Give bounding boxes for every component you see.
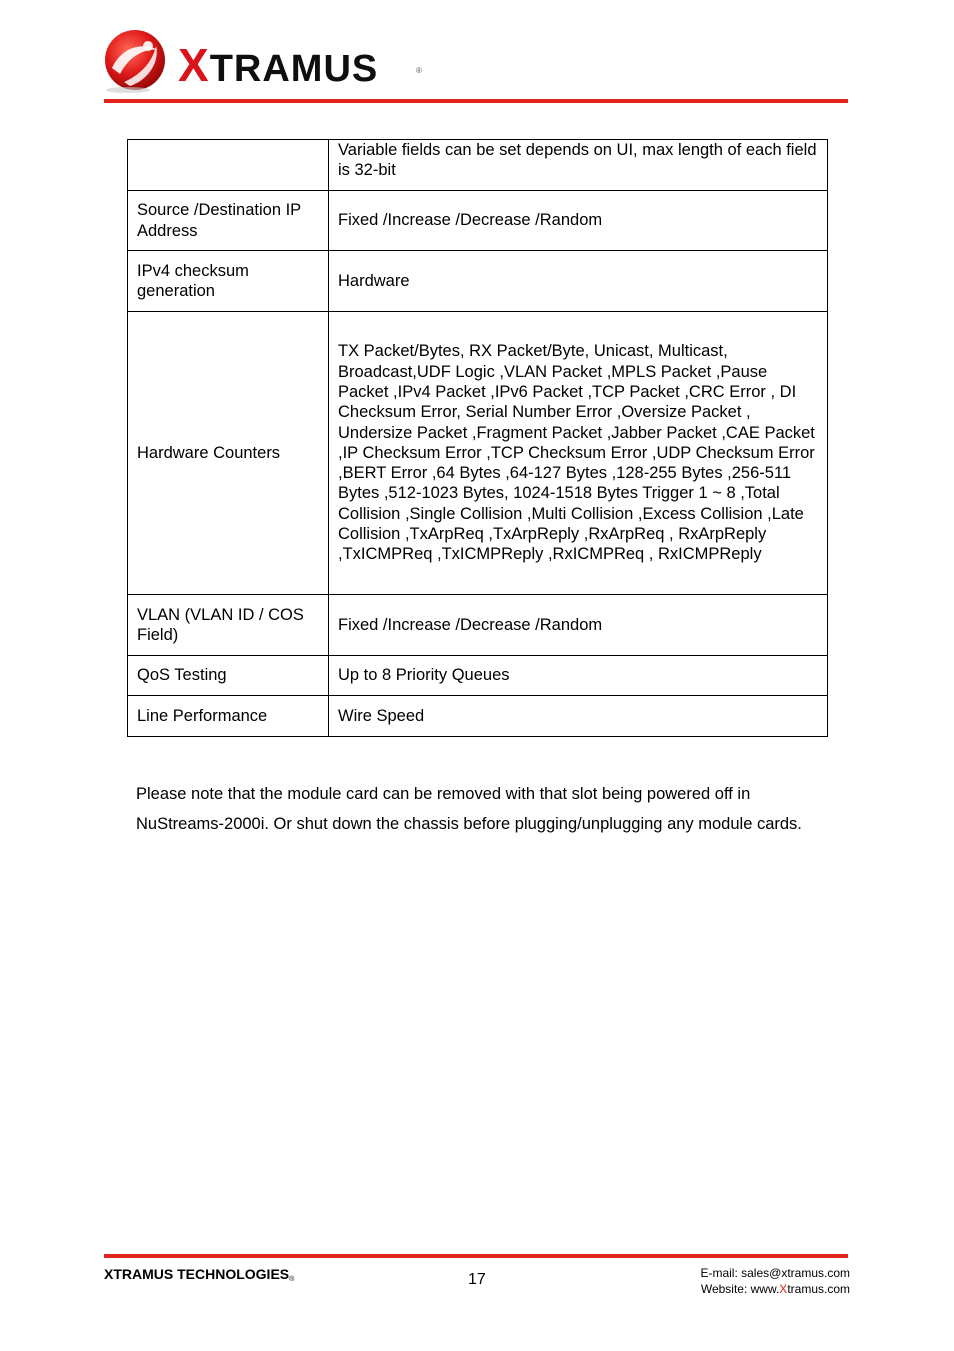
- row-label: QoS Testing: [128, 656, 329, 696]
- spec-table: [127, 139, 828, 737]
- table-row: [128, 595, 828, 656]
- row-label: Line Performance: [128, 696, 329, 737]
- brand-logo: [104, 24, 434, 94]
- footer-website: [700, 1281, 850, 1297]
- row-label: [128, 140, 329, 191]
- footer-company-name: XTRAMUS TECHNOLOGIES: [104, 1266, 290, 1282]
- table-row: [128, 191, 828, 251]
- row-value: TX Packet/Bytes, RX Packet/Byte, Unicast, Multicast, Broadcast,UDF Logic ,VLAN Packet ,MPLS Packet ,Pause Packet ,IPv4 Packet ,IPv6 Packet ,TCP Packet ,CRC Error , DI Checksum Error, Serial Number Error ,Oversize Packet , Undersize Packet ,Fragment Packet ,Jabber Packet ,CAE Packet ,IP Checksum Error ,TCP Checksum Error ,UDP Checksum Error ,BERT Error ,64 Bytes ,64-127 Bytes ,128-255 Bytes ,256-511 Bytes ,512-1023 Bytes, 1024-1518 Bytes Trigger 1 ~ 8 ,Total Collision ,Single Collision ,Multi Collision ,Excess Collision ,Late Collision ,TxArpReq ,TxArpReply ,RxArpReq , RxArpReply ,TxICMPReq ,TxICMPReply ,RxICMPReq , RxICMPReply: [329, 312, 828, 595]
- row-label: VLAN (VLAN ID / COS Field): [128, 595, 329, 656]
- footer-divider: [104, 1254, 848, 1258]
- table-row: [128, 140, 828, 191]
- row-label: Source /Destination IP Address: [128, 191, 329, 251]
- row-value: Fixed /Increase /Decrease /Random: [329, 191, 828, 251]
- table-row: [128, 251, 828, 312]
- table-row: [128, 656, 828, 696]
- row-value: Wire Speed: [329, 696, 828, 737]
- table-row: [128, 696, 828, 737]
- logo-rest: TRAMUS: [209, 48, 379, 90]
- logo-registered-mark: ®: [416, 66, 422, 75]
- row-value: Fixed /Increase /Decrease /Random: [329, 595, 828, 656]
- row-value: Hardware: [329, 251, 828, 312]
- row-label: Hardware Counters: [128, 312, 329, 595]
- row-label: IPv4 checksum generation: [128, 251, 329, 312]
- footer-contact: [700, 1265, 850, 1297]
- website-prefix: Website: www.: [700, 1282, 780, 1296]
- logo-x: X: [178, 39, 210, 91]
- row-value: Up to 8 Priority Queues: [329, 656, 828, 696]
- logo-wordmark: [178, 38, 378, 92]
- website-x: X: [779, 1282, 788, 1296]
- header-divider: [104, 99, 848, 103]
- table-row: [128, 312, 828, 595]
- footer-email: E-mail: sales@xtramus.com: [700, 1266, 850, 1280]
- row-value: Variable fields can be set depends on UI, max length of each field is 32-bit: [329, 140, 828, 191]
- xtramus-swirl-logo-icon: [104, 24, 170, 94]
- page-number: 17: [468, 1271, 486, 1288]
- footer-company: [104, 1266, 294, 1283]
- footer-company-reg: ®: [289, 1276, 295, 1283]
- module-card-note: Please note that the module card can be removed with that slot being powered off in NuStreams-2000i. Or shut down the chassis before plugging/unplugging any module cards.: [136, 784, 802, 833]
- website-suffix: tramus.com: [787, 1282, 850, 1296]
